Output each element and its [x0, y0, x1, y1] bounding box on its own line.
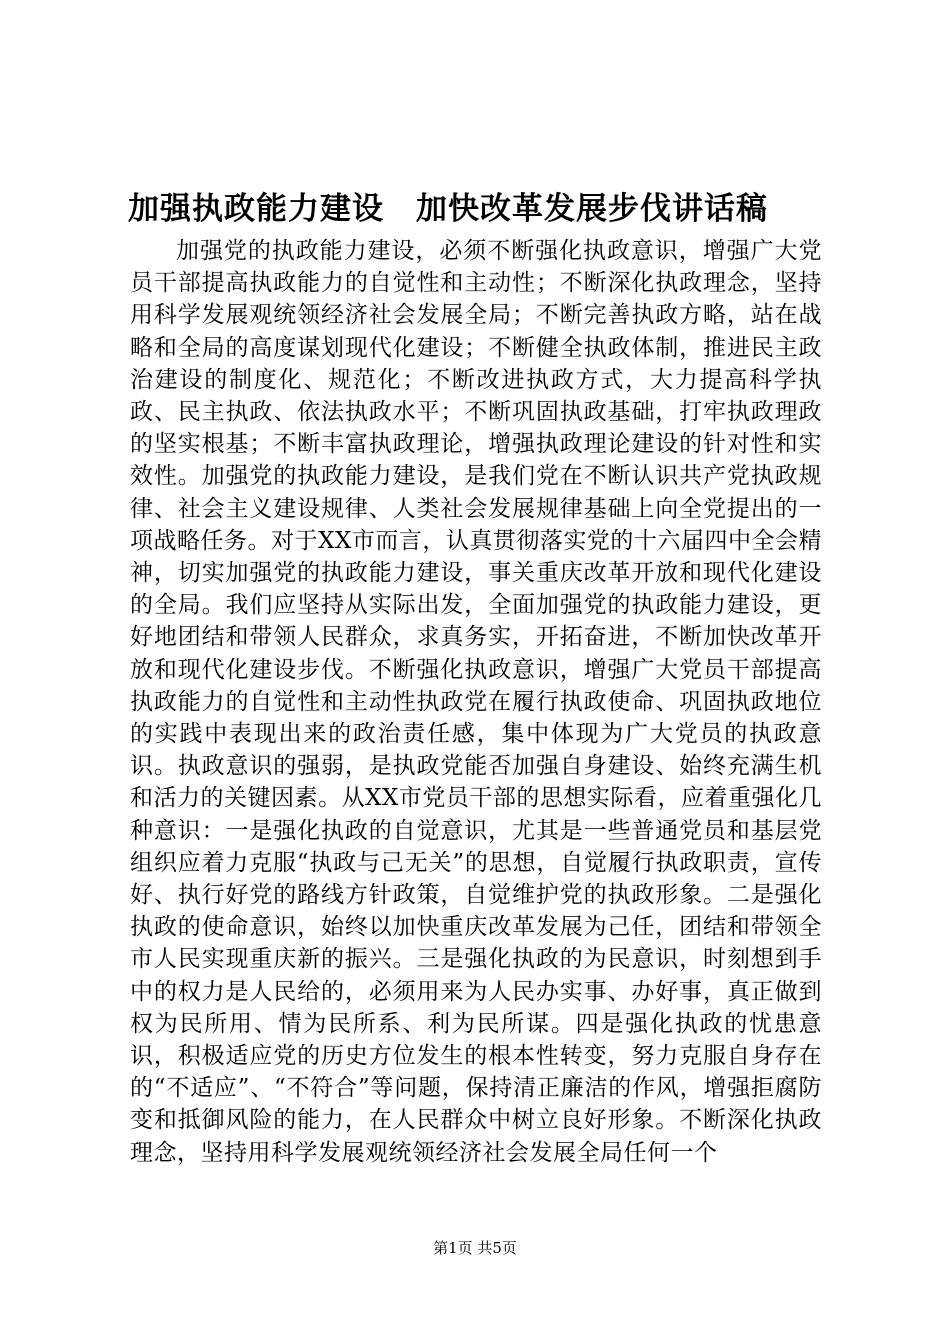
- document-title: 加强执政能力建设 加快改革发展步伐讲话稿: [128, 191, 768, 227]
- page-number-footer: 第1页 共5页: [433, 1239, 517, 1257]
- document-body-paragraph: 加强党的执政能力建设，必须不断强化执政意识，增强广大党员干部提高执政能力的自觉性和主动性；不断深化执政理念，坚持用科学发展观统领经济社会发展全局；不断完善执政方略，站在战略和全局的高度谋划现代化建设；不断健全执政体制，推进民主政治建设的制度化、规范化；不断改进执政方式，大力提高科学执政、民主执政、依法执政水平；不断巩固执政基础，打牢执政理政的坚实根基；不断丰富执政理论，增强执政理论建设的针对性和实效性。加强党的执政能力建设，是我们党在不断认识共产党执政规律、社会主义建设规律、人类社会发展规律基础上向全党提出的一项战略任务。对于XX市而言，认真贯彻落实党的十六届四中全会精神，切实加强党的执政能力建设，事关重庆改革开放和现代化建设的全局。我们应坚持从实际出发，全面加强党的执政能力建设，更好地团结和带领人民群众，求真务实，开拓奋进，不断加快改革开放和现代化建设步伐。不断强化执政意识，增强广大党员干部提高执政能力的自觉性和主动性执政党在履行执政使命、巩固执政地位的实践中表现出来的政治责任感，集中体现为广大党员的执政意识。执政意识的强弱，是执政党能否加强自身建设、始终充满生机和活力的关键因素。从XX市党员干部的思想实际看，应着重强化几种意识：一是强化执政的自觉意识，尤其是一些普通党员和基层党组织应着力克服“执政与己无关”的思想，自觉履行执政职责，宣传好、执行好党的路线方针政策，自觉维护党的执政形象。二是强化执政的使命意识，始终以加快重庆改革发展为己任，团结和带领全市人民实现重庆新的振兴。三是强化执政的为民意识，时刻想到手中的权力是人民给的，必须用来为人民办实事、办好事，真正做到权为民所用、情为民所系、利为民所谋。四是强化执政的忧患意识，积极适应党的历史方位发生的根本性转变，努力克服自身存在的“不适应”、“不符合”等问题，保持清正廉洁的作风，增强拒腐防变和抵御风险的能力，在人民群众中树立良好形象。不断深化执政理念，坚持用科学发展观统领经济社会发展全局任何一个: [130, 238, 822, 1166]
